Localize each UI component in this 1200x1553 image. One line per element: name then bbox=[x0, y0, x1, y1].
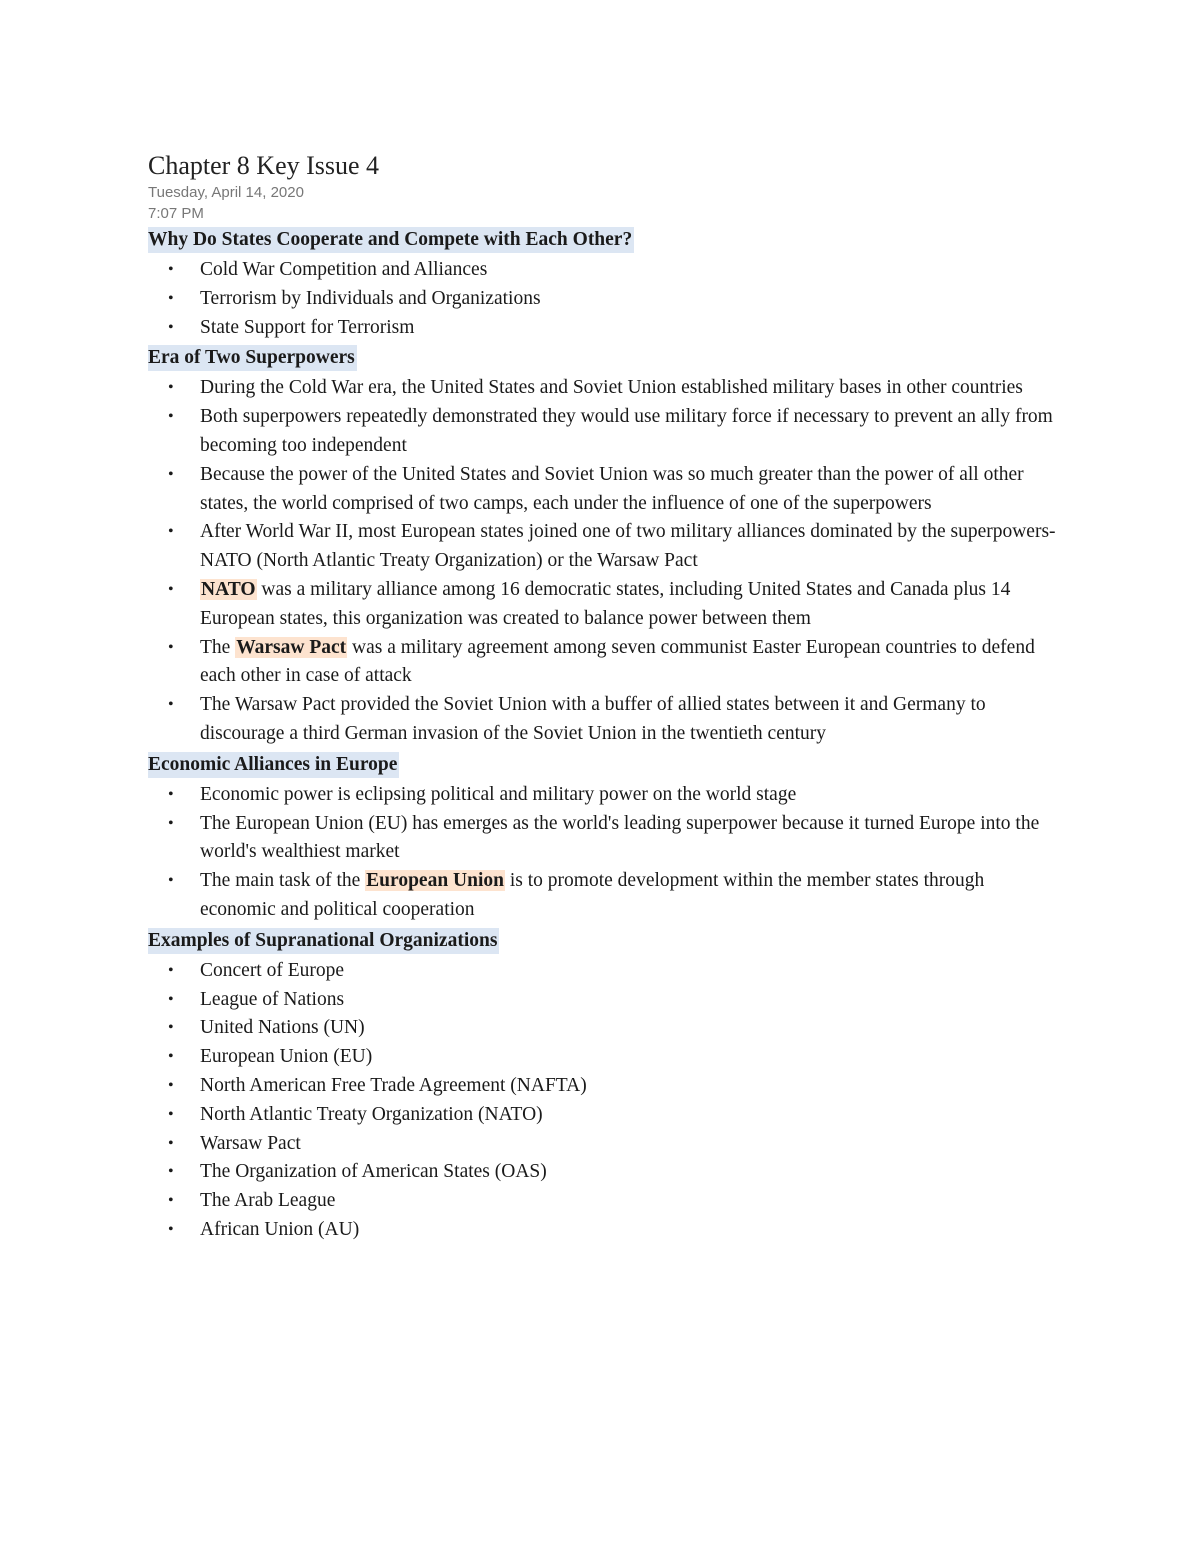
item-text: Warsaw Pact bbox=[200, 1132, 301, 1154]
section-heading-row bbox=[148, 925, 1058, 957]
section-heading-row bbox=[148, 224, 1058, 256]
item-text: Cold War Competition and Alliances bbox=[200, 259, 488, 280]
bullet-icon: • bbox=[168, 1076, 174, 1094]
item-text: is to promote development within the member states through economic and political cooperation bbox=[200, 870, 985, 920]
section bbox=[148, 749, 1058, 925]
list-item bbox=[148, 810, 1058, 868]
list-item bbox=[148, 867, 1058, 925]
item-text: The European Union (EU) has emerges as the world's leading superpower because it turned Europe into the world's wealthiest market bbox=[200, 812, 1040, 863]
bullet-icon: • bbox=[168, 785, 174, 803]
note-content bbox=[148, 150, 1058, 1245]
page-time: 7:07 PM bbox=[148, 205, 204, 222]
sections-container bbox=[148, 224, 1058, 1245]
bullet-icon: • bbox=[168, 523, 174, 541]
bullet-icon: • bbox=[168, 1163, 174, 1181]
list-item bbox=[148, 403, 1058, 461]
list-item bbox=[148, 986, 1058, 1015]
bullet-icon: • bbox=[168, 465, 174, 483]
item-text: African Union (AU) bbox=[200, 1218, 360, 1240]
list-item bbox=[148, 518, 1058, 576]
section bbox=[148, 342, 1058, 748]
highlighted-term: European Union bbox=[366, 870, 504, 892]
bullet-icon: • bbox=[168, 1105, 174, 1123]
item-text: The Organization of American States (OAS) bbox=[200, 1161, 547, 1183]
section-heading: Economic Alliances in Europe bbox=[148, 752, 399, 778]
list-item bbox=[148, 781, 1058, 810]
highlighted-term: NATO bbox=[201, 578, 256, 600]
item-text: During the Cold War era, the United States and Soviet Union established military bases in other countries bbox=[200, 377, 1023, 399]
bullet-icon: • bbox=[168, 408, 174, 426]
item-text: North Atlantic Treaty Organization (NATO) bbox=[200, 1103, 543, 1125]
list-item bbox=[148, 1014, 1058, 1043]
list-item bbox=[148, 576, 1058, 634]
bullet-icon: • bbox=[168, 1220, 174, 1238]
bullet-icon: • bbox=[168, 1192, 174, 1210]
item-text: The main task of the bbox=[200, 870, 366, 892]
list-item bbox=[148, 1130, 1058, 1159]
item-text: Terrorism by Individuals and Organizations bbox=[200, 287, 541, 309]
bullet-icon: • bbox=[168, 990, 174, 1008]
section-heading: Era of Two Superpowers bbox=[148, 345, 357, 371]
bullet-list bbox=[148, 781, 1058, 925]
list-item bbox=[148, 1216, 1058, 1245]
section-heading: Examples of Supranational Organizations bbox=[148, 928, 499, 954]
item-text: Both superpowers repeatedly demonstrated they would use military force if necessary to prevent an ally from becoming too independent bbox=[200, 406, 1053, 456]
item-text: League of Nations bbox=[200, 988, 345, 1010]
highlighted-term: Warsaw Pact bbox=[236, 636, 347, 658]
bullet-icon: • bbox=[168, 289, 174, 307]
section-heading-row bbox=[148, 749, 1058, 781]
item-text: European Union (EU) bbox=[200, 1046, 373, 1068]
item-text: The Arab League bbox=[200, 1190, 336, 1212]
bullet-icon: • bbox=[168, 638, 174, 656]
bullet-list bbox=[148, 957, 1058, 1245]
item-text: was a military agreement among seven communist Easter European countries to defend each other in case of attack bbox=[200, 636, 1035, 687]
list-item bbox=[148, 1158, 1058, 1187]
list-item bbox=[148, 1072, 1058, 1101]
list-item bbox=[148, 374, 1058, 403]
list-item bbox=[148, 1043, 1058, 1072]
item-text: After World War II, most European states joined one of two military alliances dominated by the superpowers-NATO (North Atlantic Treaty Organization) or the Warsaw Pact bbox=[200, 521, 1056, 572]
item-text: Economic power is eclipsing political and military power on the world stage bbox=[200, 783, 797, 805]
bullet-icon: • bbox=[168, 318, 174, 336]
list-item bbox=[148, 461, 1058, 519]
bullet-icon: • bbox=[168, 961, 174, 979]
bullet-icon: • bbox=[168, 261, 174, 278]
item-text: The bbox=[200, 636, 236, 658]
list-item bbox=[148, 256, 1058, 285]
list-item bbox=[148, 691, 1058, 749]
list-item bbox=[148, 634, 1058, 692]
list-item bbox=[148, 957, 1058, 986]
bullet-icon: • bbox=[168, 872, 174, 890]
item-text: Concert of Europe bbox=[200, 959, 345, 981]
bullet-icon: • bbox=[168, 696, 174, 714]
bullet-icon: • bbox=[168, 379, 174, 397]
section bbox=[148, 925, 1058, 1245]
bullet-icon: • bbox=[168, 1019, 174, 1037]
list-item bbox=[148, 285, 1058, 314]
item-text: North American Free Trade Agreement (NAFTA) bbox=[200, 1074, 587, 1096]
item-text: Because the power of the United States and Soviet Union was so much greater than the power of all other states, the world comprised of two camps, each under the influence of one of the superpowers bbox=[200, 463, 1024, 514]
bullet-icon: • bbox=[168, 1048, 174, 1066]
section-heading: Why Do States Cooperate and Compete with Each Other? bbox=[148, 227, 634, 253]
bullet-list bbox=[148, 374, 1058, 748]
item-text: was a military alliance among 16 democratic states, including United States and Canada plus 14 European states, this organization was created to balance power between them bbox=[200, 578, 1011, 629]
item-text: The Warsaw Pact provided the Soviet Union with a buffer of allied states between it and Germany to discourage a third German invasion of the Soviet Union in the twentieth century bbox=[200, 694, 986, 744]
section-heading-row bbox=[148, 342, 1058, 374]
bullet-list bbox=[148, 256, 1058, 342]
list-item bbox=[148, 1187, 1058, 1216]
page-date: Tuesday, April 14, 2020 bbox=[148, 184, 304, 201]
bullet-icon: • bbox=[168, 814, 174, 832]
item-text: State Support for Terrorism bbox=[200, 316, 415, 338]
section bbox=[148, 224, 1058, 342]
page-title: Chapter 8 Key Issue 4 bbox=[148, 151, 380, 180]
list-item bbox=[148, 314, 1058, 343]
list-item bbox=[148, 1101, 1058, 1130]
bullet-icon: • bbox=[168, 1134, 174, 1152]
item-text: United Nations (UN) bbox=[200, 1017, 365, 1039]
bullet-icon: • bbox=[168, 580, 174, 598]
